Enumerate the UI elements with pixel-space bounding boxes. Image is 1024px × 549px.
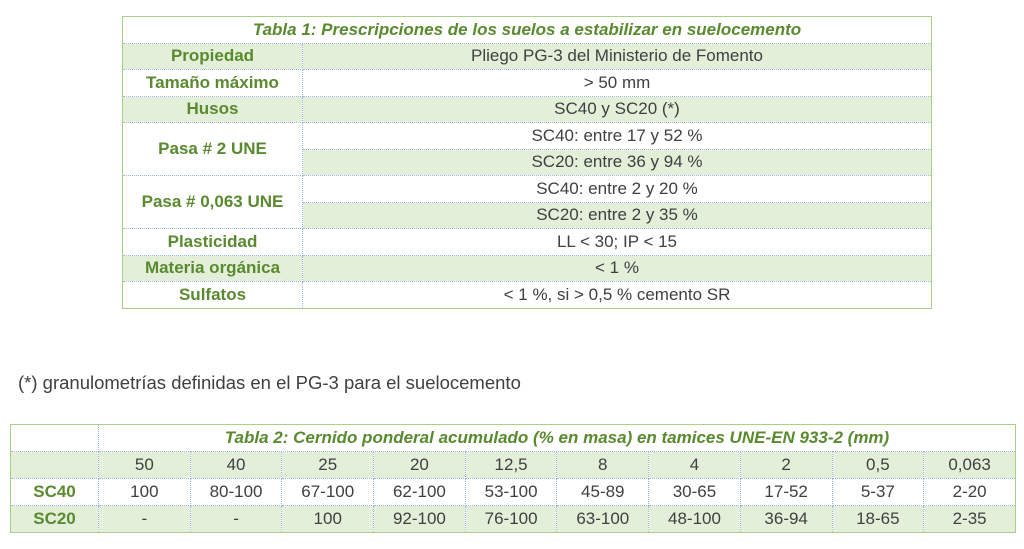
table1-row-plasticidad xyxy=(123,229,932,256)
table-cell: 100 xyxy=(99,479,191,506)
table1-header-value: Pliego PG-3 del Ministerio de Fomento xyxy=(303,43,932,70)
table1-header-row xyxy=(123,43,932,70)
row-label-sc40: SC40 xyxy=(11,479,99,506)
table-cell: 5-37 xyxy=(832,479,924,506)
table-cell: 53-100 xyxy=(465,479,557,506)
sieve-size: 0,5 xyxy=(832,452,924,479)
sieve-size: 2 xyxy=(740,452,832,479)
table1-row-sulfatos xyxy=(123,282,932,309)
table-cell: 30-65 xyxy=(649,479,741,506)
table2-caption-row xyxy=(11,425,1016,452)
sieve-size: 0,063 xyxy=(924,452,1016,479)
pasa2-label: Pasa # 2 UNE xyxy=(123,123,303,176)
table1-row-materia xyxy=(123,255,932,282)
husos-label: Husos xyxy=(123,96,303,123)
sieve-size: 50 xyxy=(99,452,191,479)
table-cell: 48-100 xyxy=(649,506,741,533)
pasa0063-sc20-value: SC20: entre 2 y 35 % xyxy=(303,202,932,229)
table-cell: 100 xyxy=(282,506,374,533)
table-cell: 18-65 xyxy=(832,506,924,533)
sieve-size: 4 xyxy=(649,452,741,479)
table-cell: 36-94 xyxy=(740,506,832,533)
pasa2-sc20-value: SC20: entre 36 y 94 % xyxy=(303,149,932,176)
table1-caption-row xyxy=(123,17,932,44)
row-label-sc20: SC20 xyxy=(11,506,99,533)
plasticidad-label: Plasticidad xyxy=(123,229,303,256)
table2-sieve-row xyxy=(11,452,1016,479)
sulfatos-value: < 1 %, si > 0,5 % cemento SR xyxy=(303,282,932,309)
table-prescripciones xyxy=(122,16,932,309)
sieve-size: 20 xyxy=(374,452,466,479)
sieve-size: 25 xyxy=(282,452,374,479)
tamano-value: > 50 mm xyxy=(303,70,932,97)
sieve-size: 12,5 xyxy=(465,452,557,479)
table-cell: 17-52 xyxy=(740,479,832,506)
table-cell: - xyxy=(99,506,191,533)
table-cell: 45-89 xyxy=(557,479,649,506)
table-cell: 2-20 xyxy=(924,479,1016,506)
materia-value: < 1 % xyxy=(303,255,932,282)
footnote: (*) granulometrías definidas en el PG-3 para el suelocemento xyxy=(18,372,521,393)
table-cell: 92-100 xyxy=(374,506,466,533)
plasticidad-value: LL < 30; IP < 15 xyxy=(303,229,932,256)
table2-caption: Tabla 2: Cernido ponderal acumulado (% en masa) en tamices UNE-EN 933-2 (mm) xyxy=(99,425,1016,452)
sieve-size: 40 xyxy=(190,452,282,479)
table1-row-tamano xyxy=(123,70,932,97)
pasa0063-sc40-value: SC40: entre 2 y 20 % xyxy=(303,176,932,203)
pasa0063-label: Pasa # 0,063 UNE xyxy=(123,176,303,229)
table-cell: 63-100 xyxy=(557,506,649,533)
table1-header-label: Propiedad xyxy=(123,43,303,70)
table-cell: 80-100 xyxy=(190,479,282,506)
table-cell: 76-100 xyxy=(465,506,557,533)
sieve-size: 8 xyxy=(557,452,649,479)
husos-value: SC40 y SC20 (*) xyxy=(303,96,932,123)
table2-corner-cell xyxy=(11,425,99,452)
table2-row-sc40 xyxy=(11,479,1016,506)
materia-label: Materia orgánica xyxy=(123,255,303,282)
table1-row-husos xyxy=(123,96,932,123)
tamano-label: Tamaño máximo xyxy=(123,70,303,97)
table-cell: 62-100 xyxy=(374,479,466,506)
table2-row-sc20 xyxy=(11,506,1016,533)
table-cell: 67-100 xyxy=(282,479,374,506)
table-cell: 2-35 xyxy=(924,506,1016,533)
sulfatos-label: Sulfatos xyxy=(123,282,303,309)
table1-row-pasa0063-sc40 xyxy=(123,176,932,203)
pasa2-sc40-value: SC40: entre 17 y 52 % xyxy=(303,123,932,150)
table1-row-pasa2-sc40 xyxy=(123,123,932,150)
table-cernido xyxy=(10,424,1016,533)
table1-caption: Tabla 1: Prescripciones de los suelos a estabilizar en suelocemento xyxy=(123,17,932,44)
table-cell: - xyxy=(190,506,282,533)
table2-sieve-corner xyxy=(11,452,99,479)
